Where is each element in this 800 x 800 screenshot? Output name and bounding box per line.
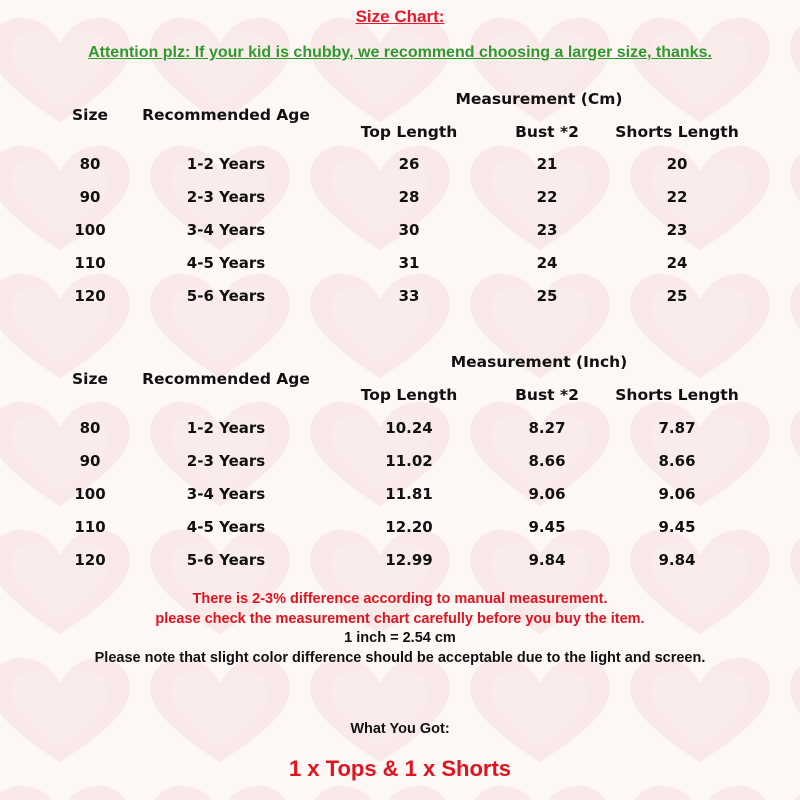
table-cell-recommended-age: 4-5 Years [186,254,266,272]
column-header-size: Size [71,106,109,124]
color-difference-note: Please note that slight color difference should be acceptable due to the light and screen. [94,650,706,666]
table-cell-recommended-age: 1-2 Years [186,419,266,437]
column-header-top-length: Top Length [360,123,458,141]
table-cell-recommended-age: 4-5 Years [186,518,266,536]
table-cell-shorts-length: 9.45 [658,518,696,536]
table-cell-recommended-age: 5-6 Years [186,551,266,569]
size-chart-title: Size Chart: [355,7,445,26]
table-cell-shorts-length: 25 [666,287,688,305]
table-cell-bust: 22 [536,188,558,206]
column-header-size: Size [71,370,109,388]
table-cell-size: 120 [74,287,106,305]
table-cell-bust: 25 [536,287,558,305]
measurement-header: Measurement (Cm) [455,90,623,108]
table-cell-recommended-age: 2-3 Years [186,452,266,470]
table-cell-bust: 8.27 [528,419,566,437]
table-cell-recommended-age: 3-4 Years [186,485,266,503]
table-cell-size: 100 [74,485,106,503]
column-header-recommended-age: Recommended Age [142,106,310,124]
table-cell-top-length: 11.81 [385,485,433,503]
measurement-header: Measurement (Inch) [450,353,628,371]
table-cell-size: 90 [79,188,101,206]
table-cell-bust: 9.84 [528,551,566,569]
table-cell-shorts-length: 7.87 [658,419,696,437]
table-cell-recommended-age: 1-2 Years [186,155,266,173]
table-cell-top-length: 10.24 [385,419,433,437]
column-header-shorts-length: Shorts Length [615,123,739,141]
table-cell-size: 110 [74,254,106,272]
table-cell-size: 100 [74,221,106,239]
table-cell-bust: 9.06 [528,485,566,503]
attention-note: Attention plz: If your kid is chubby, we recommend choosing a larger size, thanks. [88,44,712,61]
table-cell-recommended-age: 5-6 Years [186,287,266,305]
table-cell-shorts-length: 9.84 [658,551,696,569]
table-cell-top-length: 11.02 [385,452,433,470]
table-cell-size: 120 [74,551,106,569]
column-header-bust: Bust *2 [515,386,579,404]
table-cell-top-length: 28 [398,188,420,206]
check-chart-note: please check the measurement chart carefully before you buy the item. [155,611,645,627]
table-cell-top-length: 31 [398,254,420,272]
table-cell-top-length: 26 [398,155,420,173]
column-header-bust: Bust *2 [515,123,579,141]
table-cell-bust: 23 [536,221,558,239]
table-cell-top-length: 12.99 [385,551,433,569]
table-cell-top-length: 30 [398,221,420,239]
table-cell-shorts-length: 22 [666,188,688,206]
column-header-recommended-age: Recommended Age [142,370,310,388]
table-cell-recommended-age: 2-3 Years [186,188,266,206]
what-you-got-items: 1 x Tops & 1 x Shorts [288,756,512,781]
inch-conversion-note: 1 inch = 2.54 cm [344,630,456,646]
table-cell-shorts-length: 8.66 [658,452,696,470]
table-cell-size: 80 [79,419,101,437]
table-cell-shorts-length: 24 [666,254,688,272]
table-cell-size: 110 [74,518,106,536]
column-header-shorts-length: Shorts Length [615,386,739,404]
difference-note: There is 2-3% difference according to manual measurement. [192,591,608,607]
table-cell-bust: 21 [536,155,558,173]
table-cell-recommended-age: 3-4 Years [186,221,266,239]
what-you-got-label: What You Got: [350,721,450,737]
table-cell-shorts-length: 20 [666,155,688,173]
table-cell-size: 90 [79,452,101,470]
table-cell-bust: 9.45 [528,518,566,536]
table-cell-bust: 24 [536,254,558,272]
table-cell-size: 80 [79,155,101,173]
table-cell-shorts-length: 23 [666,221,688,239]
column-header-top-length: Top Length [360,386,458,404]
table-cell-top-length: 12.20 [385,518,433,536]
table-cell-shorts-length: 9.06 [658,485,696,503]
table-cell-top-length: 33 [398,287,420,305]
table-cell-bust: 8.66 [528,452,566,470]
